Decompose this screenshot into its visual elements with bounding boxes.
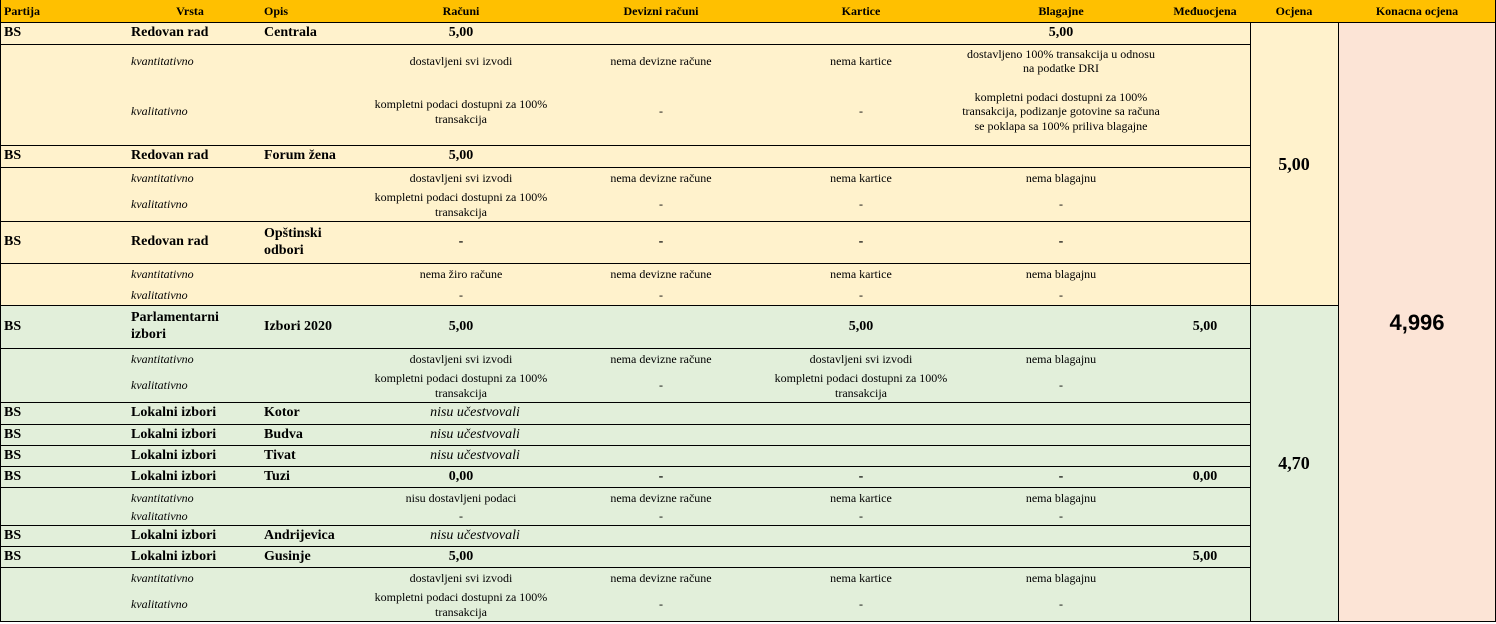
sub-kartice: -	[859, 287, 863, 302]
sub-label: kvantitativno	[131, 570, 194, 585]
sub-racuni: kompletni podaci dostupni za 100% transakcija	[374, 97, 548, 126]
sub-racuni: dostavljeni svi izvodi	[409, 53, 513, 68]
sub-kartice: -	[859, 197, 863, 212]
sub-label: kvantitativno	[131, 490, 194, 505]
sub-blagajne: dostavljeno 100% transakcija u odnosu na podatke DRI	[967, 46, 1155, 75]
row-vrsta: Lokalni izbori	[131, 405, 217, 421]
sub-devizni: -	[659, 597, 663, 612]
row-opis: Opštinski odbori	[264, 225, 322, 258]
row-vrsta: Redovan rad	[131, 25, 209, 41]
row-blagajne: 5,00	[1048, 25, 1074, 41]
row-opis: Tivat	[264, 447, 296, 463]
row-racuni: 5,00	[448, 548, 474, 564]
row-opis: Centrala	[264, 25, 317, 41]
row-partija: BS	[4, 25, 22, 41]
sub-blagajne: -	[1059, 509, 1063, 524]
sub-devizni: -	[659, 197, 663, 212]
konacna-ocjena: 4,996	[1389, 309, 1445, 335]
sub-devizni: -	[659, 378, 663, 393]
row-meduocjena: 5,00	[1192, 548, 1218, 564]
row-vrsta: Redovan rad	[131, 148, 209, 164]
row-racuni: 5,00	[448, 148, 474, 164]
sub-blagajne: -	[1059, 378, 1063, 393]
sub-label: kvantitativno	[131, 170, 194, 185]
sub-racuni: kompletni podaci dostupni za 100% transakcija	[374, 590, 548, 619]
sub-label: kvalitativno	[131, 509, 188, 524]
row-vrsta: Lokalni izbori	[131, 548, 217, 564]
header-kartice: Kartice	[841, 3, 881, 18]
sub-kartice: nema kartice	[830, 170, 892, 185]
row-vrsta: Lokalni izbori	[131, 468, 217, 484]
sub-kartice: dostavljeni svi izvodi	[809, 351, 913, 366]
row-note: nisu učestvovali	[430, 447, 520, 463]
row-opis: Budva	[264, 426, 303, 442]
row-opis: Gusinje	[264, 548, 311, 564]
header-devizni: Devizni računi	[623, 3, 699, 18]
row-note: nisu učestvovali	[430, 527, 520, 543]
row-vrsta: Lokalni izbori	[131, 527, 217, 543]
row-partija: BS	[4, 527, 22, 543]
sub-label: kvantitativno	[131, 53, 194, 68]
header-konacna: Konacna ocjena	[1375, 3, 1459, 18]
sub-racuni: dostavljeni svi izvodi	[409, 351, 513, 366]
row-opis: Izbori 2020	[264, 318, 333, 334]
sub-blagajne: nema blagajnu	[1025, 351, 1097, 366]
sub-label: kvantitativno	[131, 351, 194, 366]
row-racuni: 0,00	[448, 468, 474, 484]
sub-kartice: kompletni podaci dostupni za 100% transakcija	[774, 371, 948, 400]
ocjena-izbori: 4,70	[1278, 453, 1310, 474]
row-partija: BS	[4, 405, 22, 421]
row-devizni: -	[658, 234, 664, 250]
sub-racuni: kompletni podaci dostupni za 100% transakcija	[374, 371, 548, 400]
row-opis: Forum žena	[264, 148, 336, 164]
sub-blagajne: kompletni podaci dostupni za 100% transakcija, podizanje gotovine sa računa se poklapa sa 100% priliva blagajne	[962, 89, 1160, 133]
sub-devizni: -	[659, 104, 663, 119]
row-racuni: 5,00	[448, 318, 474, 334]
header-blagajne: Blagajne	[1038, 3, 1084, 18]
row-opis: Tuzi	[264, 468, 290, 484]
row-kartice: -	[858, 234, 864, 250]
sub-label: kvalitativno	[131, 104, 188, 119]
sub-kartice: nema kartice	[830, 53, 892, 68]
sub-kartice: -	[859, 597, 863, 612]
row-partija: BS	[4, 548, 22, 564]
header-partija: Partija	[4, 3, 40, 18]
row-meduocjena: 0,00	[1192, 468, 1218, 484]
row-opis: Andrijevica	[264, 527, 335, 543]
row-racuni: -	[458, 234, 464, 250]
sub-racuni: -	[459, 509, 463, 524]
sub-kartice: nema kartice	[830, 490, 892, 505]
sub-kartice: nema kartice	[830, 570, 892, 585]
row-kartice: -	[858, 468, 864, 484]
sub-devizni: nema devizne račune	[610, 490, 712, 505]
sub-label: kvalitativno	[131, 378, 188, 393]
sub-devizni: nema devizne račune	[610, 267, 712, 282]
header-ocjena: Ocjena	[1275, 3, 1313, 18]
sub-kartice: -	[859, 509, 863, 524]
row-vrsta: Parlamentarni izbori	[131, 310, 219, 342]
row-kartice: 5,00	[848, 318, 874, 334]
sub-devizni: nema devizne račune	[610, 351, 712, 366]
sub-devizni: nema devizne račune	[610, 570, 712, 585]
sub-devizni: nema devizne račune	[610, 53, 712, 68]
sub-blagajne: nema blagajnu	[1025, 170, 1097, 185]
header-vrsta: Vrsta	[176, 3, 204, 18]
row-blagajne: -	[1058, 468, 1064, 484]
sub-label: kvalitativno	[131, 287, 188, 302]
row-vrsta: Redovan rad	[131, 234, 209, 250]
row-partija: BS	[4, 234, 22, 250]
sub-blagajne: -	[1059, 597, 1063, 612]
row-partija: BS	[4, 318, 22, 334]
sub-blagajne: -	[1059, 197, 1063, 212]
sub-racuni: dostavljeni svi izvodi	[409, 570, 513, 585]
sub-racuni: nema žiro račune	[419, 267, 503, 282]
sub-kartice: nema kartice	[830, 267, 892, 282]
sub-blagajne: nema blagajnu	[1025, 570, 1097, 585]
row-note: nisu učestvovali	[430, 426, 520, 442]
row-partija: BS	[4, 148, 22, 164]
sub-blagajne: -	[1059, 287, 1063, 302]
sub-label: kvalitativno	[131, 597, 188, 612]
row-opis: Kotor	[264, 405, 300, 421]
row-vrsta: Lokalni izbori	[131, 426, 217, 442]
row-note: nisu učestvovali	[430, 405, 520, 421]
sub-devizni: nema devizne račune	[610, 170, 712, 185]
sub-blagajne: nema blagajnu	[1025, 490, 1097, 505]
ocjena-redovan: 5,00	[1278, 153, 1310, 174]
row-blagajne: -	[1058, 234, 1064, 250]
sub-kartice: -	[859, 104, 863, 119]
header-opis: Opis	[264, 3, 289, 18]
row-meduocjena: 5,00	[1192, 318, 1218, 334]
row-vrsta: Lokalni izbori	[131, 447, 217, 463]
sub-label: kvalitativno	[131, 197, 188, 212]
row-partija: BS	[4, 447, 22, 463]
sub-devizni: -	[659, 287, 663, 302]
row-partija: BS	[4, 468, 22, 484]
sub-racuni: dostavljeni svi izvodi	[409, 170, 513, 185]
sub-devizni: -	[659, 509, 663, 524]
row-partija: BS	[4, 426, 22, 442]
sub-racuni: nisu dostavljeni podaci	[405, 490, 517, 505]
row-devizni: -	[658, 468, 664, 484]
row-racuni: 5,00	[448, 25, 474, 41]
header-meduocjena: Međuocjena	[1173, 3, 1237, 18]
sub-label: kvantitativno	[131, 267, 194, 282]
sub-racuni: -	[459, 287, 463, 302]
sub-racuni: kompletni podaci dostupni za 100% transakcija	[374, 190, 548, 219]
sub-blagajne: nema blagajnu	[1025, 267, 1097, 282]
header-racuni: Računi	[442, 3, 480, 18]
